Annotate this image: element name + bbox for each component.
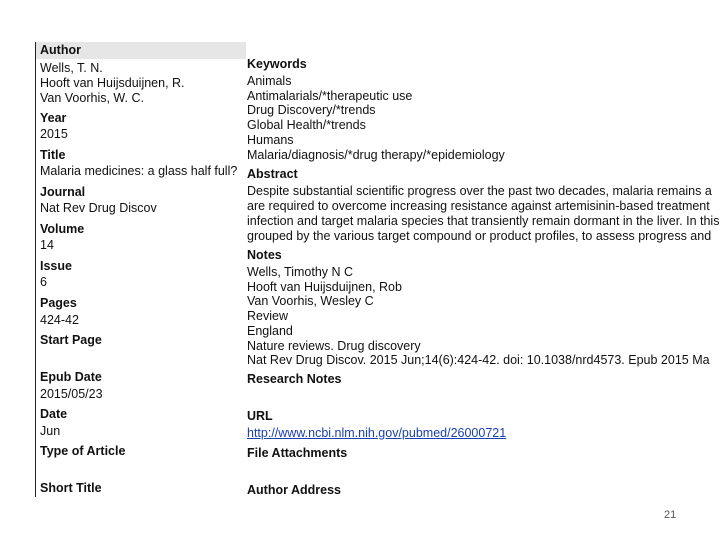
keyword-6: Malaria/diagnosis/*drug therapy/*epidemiology	[247, 148, 505, 162]
file-attachments-label: File Attachments	[247, 446, 348, 460]
note-4: Review	[247, 309, 288, 323]
keyword-2: Antimalarials/*therapeutic use	[247, 89, 413, 103]
note-3: Van Voorhis, Wesley C	[247, 294, 374, 308]
note-6: Nature reviews. Drug discovery	[247, 339, 421, 353]
title-label: Title	[40, 148, 66, 162]
url-label: URL	[247, 409, 273, 423]
volume-value: 14	[40, 238, 54, 252]
abstract-line-1: Despite substantial scientific progress over the past two decades, malaria remains a	[247, 184, 712, 198]
pages-label: Pages	[40, 296, 77, 310]
note-7: Nat Rev Drug Discov. 2015 Jun;14(6):424-42. doi: 10.1038/nrd4573. Epub 2015 Ma	[247, 353, 710, 367]
year-label: Year	[40, 111, 67, 125]
note-2: Hooft van Huijsduijnen, Rob	[247, 280, 402, 294]
start-page-label: Start Page	[40, 333, 102, 347]
abstract-line-3: infection and target malaria species that transiently remain dormant in the liver. In this	[247, 214, 720, 228]
epub-date-value: 2015/05/23	[40, 387, 103, 401]
epub-date-label: Epub Date	[40, 370, 102, 384]
date-value: Jun	[40, 424, 61, 438]
note-1: Wells, Timothy N C	[247, 265, 354, 279]
author-3: Van Voorhis, W. C.	[40, 91, 144, 105]
keyword-5: Humans	[247, 133, 294, 147]
volume-label: Volume	[40, 222, 85, 236]
research-notes-label: Research Notes	[247, 372, 342, 386]
pages-value: 424-42	[40, 313, 79, 327]
abstract-line-2: are required to overcome increasing resistance against artemisinin-based treatment	[247, 199, 710, 213]
date-label: Date	[40, 407, 68, 421]
keyword-1: Animals	[247, 74, 292, 88]
left-border	[35, 42, 36, 497]
short-title-label: Short Title	[40, 481, 102, 495]
notes-label: Notes	[247, 248, 282, 262]
journal-label: Journal	[40, 185, 86, 199]
slide-page-number: 21	[664, 509, 677, 521]
author-1: Wells, T. N.	[40, 61, 103, 75]
title-value: Malaria medicines: a glass half full?	[40, 164, 238, 178]
keywords-label: Keywords	[247, 57, 307, 71]
abstract-label: Abstract	[247, 167, 298, 181]
keyword-3: Drug Discovery/*trends	[247, 103, 376, 117]
issue-label: Issue	[40, 259, 72, 273]
abstract-line-4: grouped by the various target compound or product profiles, to assess progress and	[247, 229, 712, 243]
journal-value: Nat Rev Drug Discov	[40, 201, 157, 215]
note-5: England	[247, 324, 293, 338]
type-of-article-label: Type of Article	[40, 444, 126, 458]
reference-screenshot	[35, 42, 720, 497]
issue-value: 6	[40, 275, 47, 289]
year-value: 2015	[40, 127, 68, 141]
author-label: Author	[40, 43, 81, 57]
pubmed-url-link[interactable]: http://www.ncbi.nlm.nih.gov/pubmed/26000721	[247, 426, 507, 440]
author-address-label: Author Address	[247, 483, 341, 497]
author-2: Hooft van Huijsduijnen, R.	[40, 76, 185, 90]
keyword-4: Global Health/*trends	[247, 118, 366, 132]
